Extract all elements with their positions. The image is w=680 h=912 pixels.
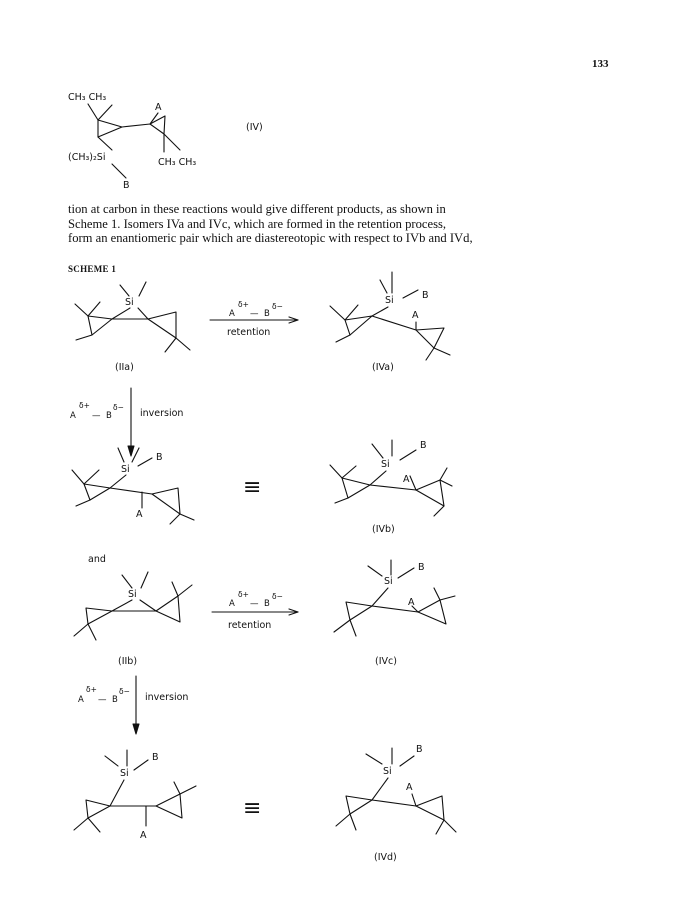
scheme-title: SCHEME 1	[68, 264, 117, 274]
label-IVd: (IVd)	[374, 852, 397, 863]
svg-text:B: B	[112, 695, 118, 705]
svg-text:δ−: δ−	[272, 302, 283, 311]
arrow-inversion-2	[78, 676, 188, 734]
svg-text:Si: Si	[128, 589, 137, 600]
compound-inversion-product-1	[72, 448, 194, 524]
svg-text:B: B	[156, 452, 163, 463]
compound-IIa	[75, 282, 190, 373]
svg-text:A: A	[406, 782, 413, 793]
svg-text:Si: Si	[120, 768, 129, 779]
label-IIa: (IIa)	[115, 362, 134, 373]
svg-text:Si: Si	[121, 464, 130, 475]
retention-label-2: retention	[228, 620, 272, 631]
svg-text:A: A	[229, 309, 235, 319]
iv-left-ring	[98, 120, 122, 137]
iv-methyl-labels: CH₃ CH₃	[68, 92, 107, 103]
svg-text:A: A	[408, 597, 415, 608]
compound-IIb	[74, 572, 192, 667]
svg-text:—: —	[92, 411, 101, 421]
label-IVb: (IVb)	[372, 524, 395, 535]
label-IIb: (IIb)	[118, 656, 138, 667]
compound-IVc	[334, 560, 455, 667]
iv-methyl-labels-2: CH₃ CH₃	[158, 157, 197, 168]
svg-text:Si: Si	[384, 576, 393, 587]
arrow-inversion-1	[70, 388, 183, 456]
body-paragraph	[68, 202, 628, 246]
compound-IVb	[330, 440, 452, 535]
svg-text:A: A	[229, 599, 235, 609]
compound-inversion-product-2	[74, 750, 196, 841]
iv-b-label: B	[123, 180, 130, 191]
svg-text:—: —	[98, 695, 107, 705]
page-number: 133	[592, 58, 609, 70]
paragraph-line: tion at carbon in these reactions would give different products, as shown in	[68, 202, 446, 216]
svg-text:B: B	[420, 440, 427, 451]
structure-iv	[68, 92, 263, 191]
svg-text:δ−: δ−	[113, 403, 124, 412]
svg-text:B: B	[264, 599, 270, 609]
svg-text:Si: Si	[381, 459, 390, 470]
label-IVc: (IVc)	[375, 656, 397, 667]
svg-text:δ−: δ−	[119, 687, 130, 696]
svg-text:δ+: δ+	[86, 685, 97, 694]
iv-right-ring	[122, 116, 165, 134]
svg-text:δ+: δ+	[238, 300, 249, 309]
svg-text:—: —	[250, 599, 259, 609]
arrow-retention-2	[212, 590, 298, 631]
svg-text:A: A	[70, 411, 76, 421]
compound-IVa	[330, 272, 450, 373]
paragraph-line: Scheme 1. Isomers IVa and IVc, which are formed in the retention process,	[68, 216, 447, 231]
svg-text:B: B	[422, 290, 429, 301]
svg-text:Si: Si	[385, 295, 394, 306]
svg-text:A: A	[140, 830, 147, 841]
and-label: and	[88, 554, 106, 565]
svg-text:A: A	[412, 310, 419, 321]
iv-si-label: (CH₃)₂Si	[68, 152, 106, 163]
svg-text:B: B	[152, 752, 159, 763]
svg-text:Si: Si	[383, 766, 392, 777]
label-IVa: (IVa)	[372, 362, 394, 373]
svg-text:A: A	[136, 509, 143, 520]
iv-compound-label: (IV)	[246, 122, 263, 133]
equivalence-sign-2: ≡	[243, 796, 262, 821]
paragraph-line: form an enantiomeric pair which are diastereotopic with respect to IVb and IVd,	[68, 231, 473, 245]
svg-text:A: A	[78, 695, 84, 705]
svg-text:δ+: δ+	[238, 590, 249, 599]
svg-text:A: A	[403, 474, 410, 485]
svg-text:B: B	[418, 562, 425, 573]
inversion-label-2: inversion	[145, 692, 189, 703]
compound-IVd	[336, 744, 456, 863]
svg-text:δ−: δ−	[272, 592, 283, 601]
equivalence-sign-1: ≡	[243, 475, 262, 500]
iia-si: Si	[125, 297, 134, 308]
svg-text:B: B	[106, 411, 112, 421]
arrow-retention-1	[210, 300, 298, 338]
retention-label-1: retention	[227, 327, 271, 338]
svg-text:B: B	[416, 744, 423, 755]
svg-text:δ+: δ+	[79, 401, 90, 410]
svg-text:—: —	[250, 309, 259, 319]
iv-a-label: A	[155, 102, 162, 113]
svg-text:B: B	[264, 309, 270, 319]
inversion-label-1: inversion	[140, 408, 184, 419]
